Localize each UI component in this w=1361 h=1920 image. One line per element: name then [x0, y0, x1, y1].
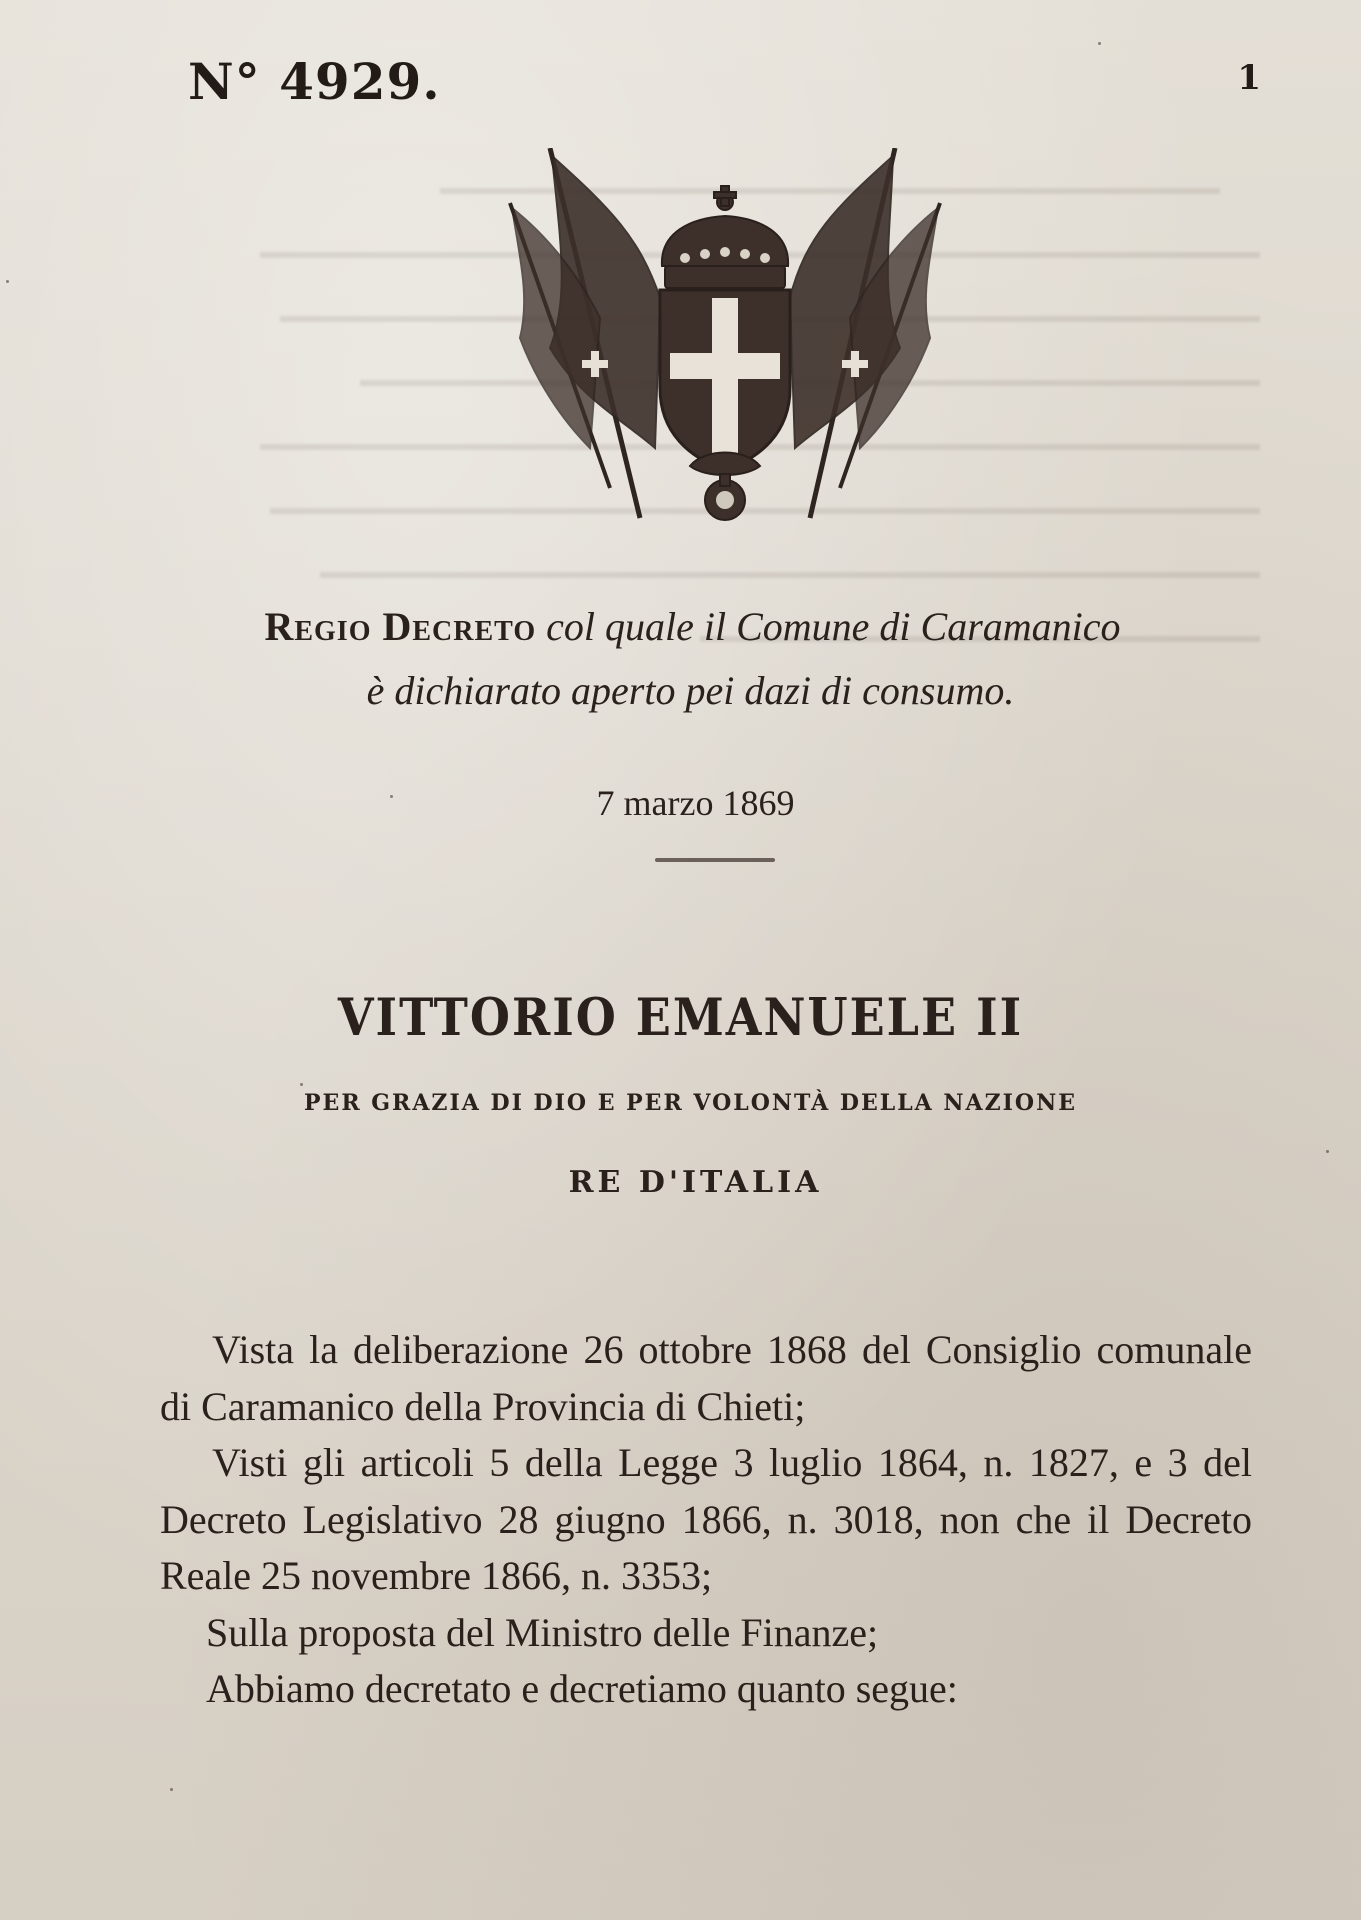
decree-title-line-1	[12, 603, 1361, 650]
decree-body	[160, 1322, 1252, 1718]
page-number: 1	[1237, 58, 1261, 98]
decree-date: 7 marzo 1869	[596, 783, 795, 823]
decree-title-line-2: è dichiarato aperto pei dazi di consumo.	[366, 668, 1015, 713]
body-paragraph: Visti gli articoli 5 della Legge 3 luglio 1864, n. 1827, e 3 del Decreto Legislativo 28 giugno 1866, n. 3018, non che il Decreto Reale 25 novembre 1866, n. 3353;	[160, 1440, 1252, 1598]
savoy-coat-of-arms-icon	[490, 148, 960, 538]
decree-title-line-1-italic: col quale il Comune di Caramanico	[546, 604, 1121, 649]
body-paragraph: Vista la deliberazione 26 ottobre 1868 del Consiglio comunale di Caramanico della Provincia di Chieti;	[160, 1327, 1252, 1429]
paper-speck	[1098, 42, 1101, 45]
sovereign-title: RE D'ITALIA	[568, 1165, 823, 1200]
paper-speck	[6, 280, 9, 283]
body-paragraph: Sulla proposta del Ministro delle Finanze;	[206, 1609, 879, 1655]
paper-speck	[390, 795, 393, 798]
sovereign-name: VITTORIO EMANUELE II	[337, 986, 1024, 1048]
paper-speck	[300, 1083, 303, 1086]
paper-speck	[170, 1788, 173, 1791]
sovereign-grace-formula: PER GRAZIA DI DIO E PER VOLONTÀ DELLA NAZIONE	[304, 1090, 1077, 1116]
body-paragraph: Abbiamo decretato e decretiamo quanto segue:	[206, 1666, 958, 1711]
decree-title-prefix: Regio Decreto	[264, 604, 537, 649]
paper-speck	[1326, 1150, 1329, 1153]
divider-rule	[655, 858, 775, 862]
decree-number: N° 4929.	[188, 52, 441, 111]
